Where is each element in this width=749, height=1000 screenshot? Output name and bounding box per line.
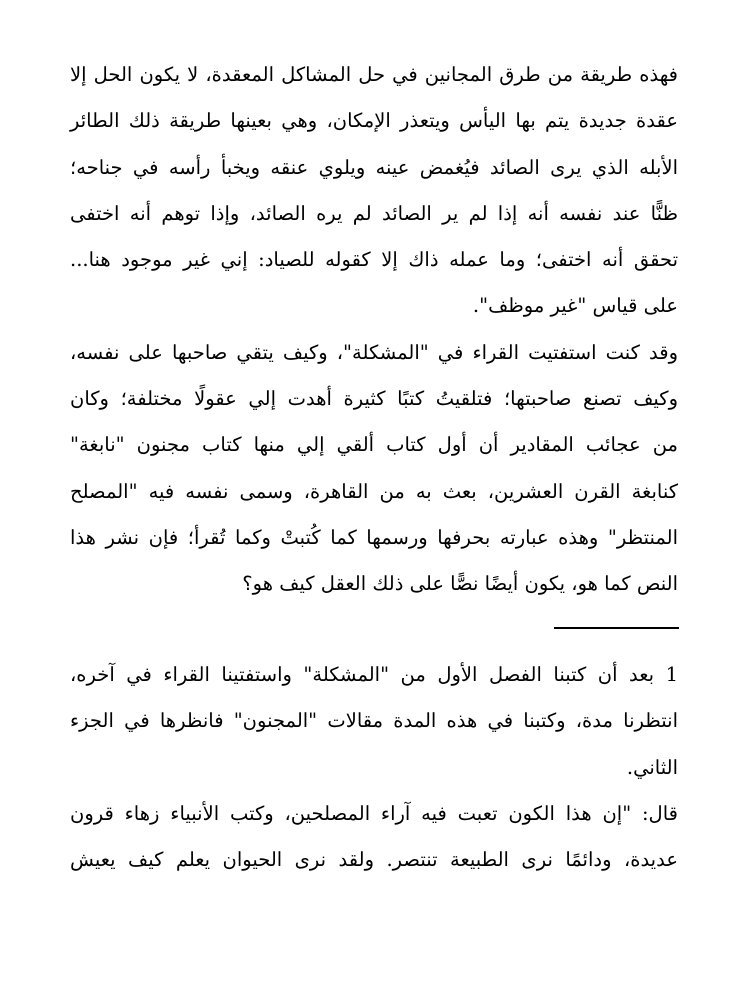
text-line: وقد كنت استفتيت القراء في "المشكلة"، وكيف يتقي صاحبها على نفسه،: [70, 340, 678, 364]
text-line: عقدة جديدة يتم بها اليأس ويتعذر الإمكان، وهي بعينها طريقة ذلك الطائر: [70, 109, 678, 133]
text-line: انتظرنا مدة، وكتبنا في هذه المدة مقالات "المجنون" فانظرها في الجزء: [70, 709, 678, 733]
text-line: وكيف تصنع صاحبتها؛ فتلقيتُ كتبًا كثيرة أهدت إلي عقولًا مختلفة؛ وكان: [70, 387, 678, 411]
text-line: قال: "إن هذا الكون تعبت فيه آراء المصلحين، وكتب الأنبياء زهاء قرون: [70, 801, 678, 825]
main-text: [70, 52, 678, 608]
text-line: عديدة، ودائمًا نرى الطبيعة تنتصر. ولقد نرى الحيوان يعلم كيف يعيش: [70, 848, 678, 872]
text-line: الثاني.: [626, 755, 678, 779]
footnotes: [70, 652, 678, 883]
text-line: ظنًّا عند نفسه أنه إذا لم ير الصائد لم يره الصائد، وإذا توهم أنه اختفى: [70, 201, 678, 225]
footnote-1: [70, 652, 678, 791]
text-line: الأبله الذي يرى الصائد فيُغمض عينه ويلوي عنقه ويخبأ رأسه في جناحه؛: [70, 155, 678, 179]
footnote-separator: [554, 627, 679, 629]
text-line: كنابغة القرن العشرين، بعث به من القاهرة، وسمى نفسه فيه "المصلح: [70, 479, 678, 503]
text-line: فهذه طريقة من طرق المجانين في حل المشاكل المعقدة، لا يكون الحل إلا: [70, 63, 678, 86]
paragraph-2: [70, 330, 678, 608]
paragraph-1: [70, 52, 678, 330]
text-line: المنتظر" وهذه عبارته بحرفها ورسمها كما كُتبتْ وكما تُقرأ؛ فإن نشر هذا: [70, 525, 678, 549]
text-line: من عجائب المقادير أن أول كتاب ألقي إلي منها كتاب مجنون "نابغة": [70, 433, 678, 457]
text-line: على قياس "غير موظف".: [472, 294, 678, 318]
quote-paragraph: [70, 791, 678, 884]
text-line: النص كما هو، يكون أيضًا نصًّا على ذلك العقل كيف هو؟: [242, 572, 678, 596]
text-line: تحقق أنه اختفى؛ وما عمله ذاك إلا كقوله للصياد: إني غير موجود هنا...: [70, 248, 678, 272]
text-line: 1 بعد أن كتبنا الفصل الأول من "المشكلة" واستفتينا القراء في آخره،: [70, 663, 678, 686]
